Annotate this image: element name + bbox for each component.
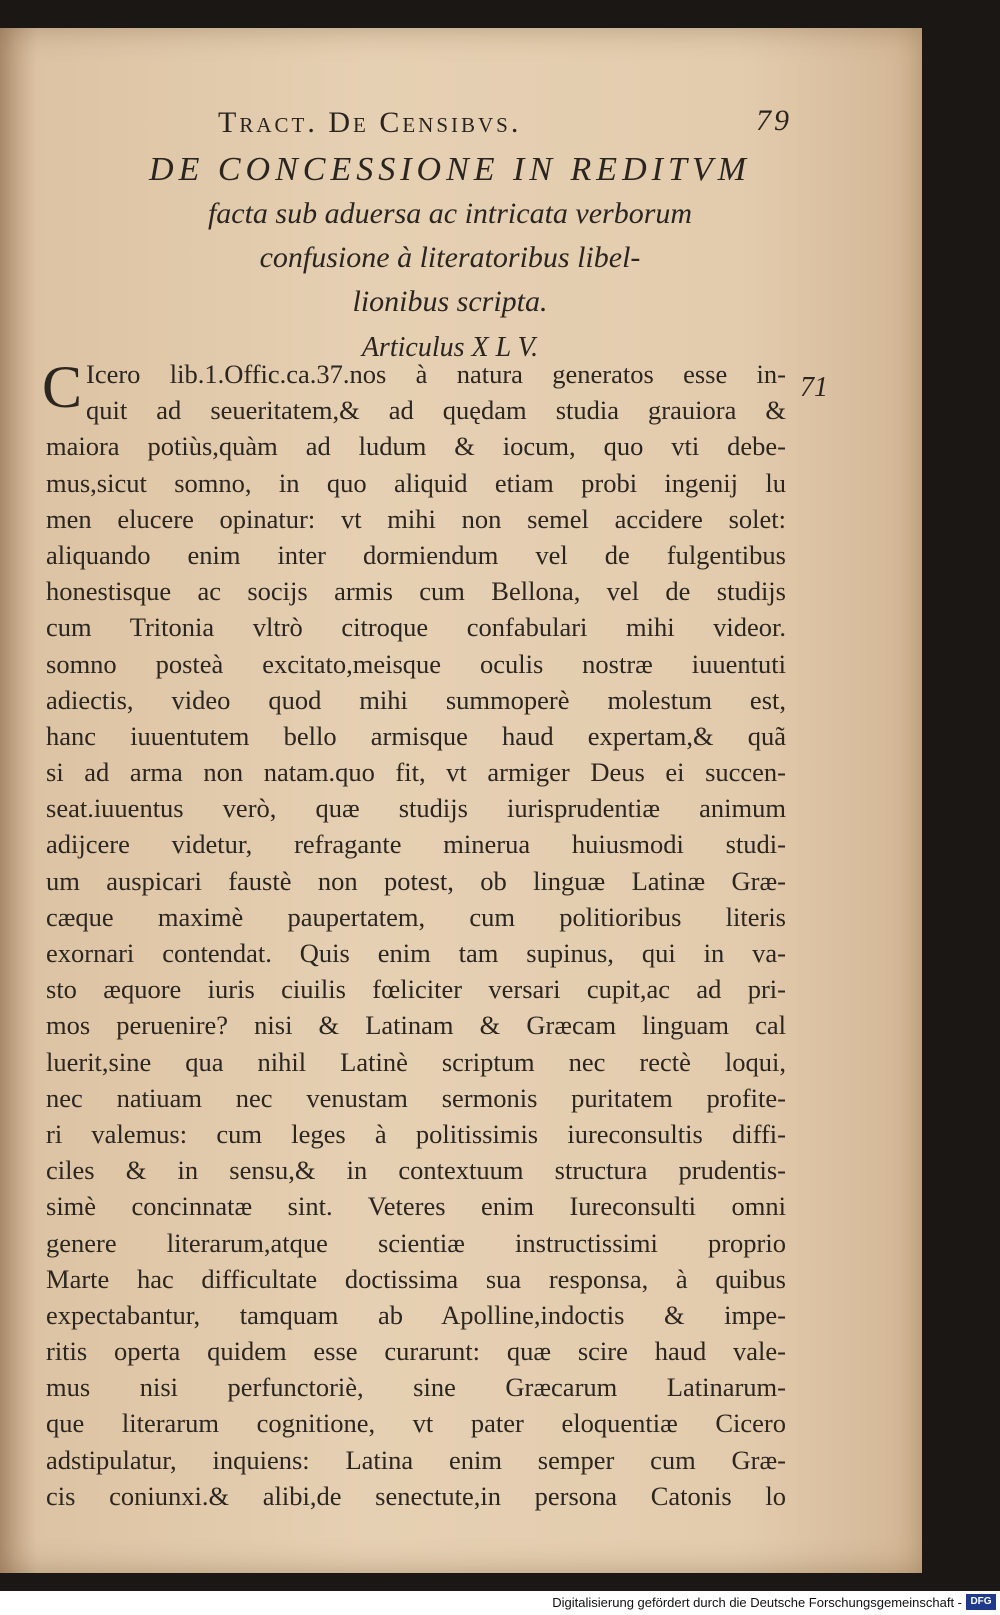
text-line: simè concinnatæ sint. Veteres enim Iureconsulti omni — [46, 1191, 786, 1222]
text-line: mus,sicut somno, in quo aliquid etiam probi ingenij lu — [46, 467, 786, 498]
text-line: cis coniunxi.& alibi,de senectute,in persona Catonis lo — [46, 1480, 786, 1511]
title-line-1: DE CONCESSIONE IN REDITVM — [149, 151, 751, 188]
text-line: hanc iuuentutem bello armisque haud expertam,& quã — [46, 720, 786, 751]
running-head: Tract. De Censibvs. — [218, 106, 522, 139]
text-line: ciles & in sensu,& in contextuum structura prudentis- — [46, 1155, 786, 1186]
text-line: adstipulatur, inquiens: Latina enim semper cum Græ- — [46, 1444, 786, 1475]
text-line: seat.iuuentus verò, quæ studijs iurisprudentiæ animum — [46, 793, 786, 824]
text-line: Icero lib.1.Offic.ca.37.nos à natura generatos esse in- — [86, 359, 786, 389]
text-line: cæque maximè paupertatem, cum politioribus literis — [46, 901, 786, 932]
text-line: mus nisi perfunctoriè, sine Græcarum Latinarum- — [46, 1372, 786, 1403]
text-line: exornari contendat. Quis enim tam supinus, qui in va- — [46, 938, 786, 968]
text-line: Marte hac difficultate doctissima sua responsa, à quibus — [46, 1263, 786, 1294]
text-line: cum Tritonia vltrò citroque confabulari mihi videor. — [46, 612, 786, 643]
chapter-title — [60, 148, 840, 370]
text-line: quit ad seueritatem,& ad quędam studia grauiora & — [86, 395, 786, 426]
running-header — [218, 106, 818, 146]
text-line: maiora potiùs,quàm ad ludum & iocum, quo vti debe- — [46, 431, 786, 462]
digitization-credit: Digitalisierung gefördert durch die Deutsche Forschungsgemeinschaft - — [552, 1595, 962, 1610]
article-heading: Articulus X L V. — [361, 332, 539, 363]
text-line: honestisque ac socijs armis cum Bellona, vel de studijs — [46, 576, 786, 607]
text-line: somno posteà excitato,meisque oculis nostræ iuuentuti — [46, 648, 786, 679]
page-number: 79 — [756, 104, 792, 137]
text-line: ri valemus: cum leges à politissimis iureconsultis diffi- — [46, 1118, 786, 1149]
text-line: um auspicari faustè non potest, ob linguæ Latinæ Græ- — [46, 865, 786, 896]
drop-cap: C — [42, 354, 83, 420]
text-line: ritis operta quidem esse curarunt: quæ scire haud vale- — [46, 1336, 786, 1367]
margin-number: 71 — [800, 372, 828, 403]
footer-bar — [0, 1591, 1000, 1615]
text-line: aliquando enim inter dormiendum vel de fulgentibus — [46, 539, 786, 570]
title-line-2: facta sub aduersa ac intricata verborum — [207, 197, 693, 230]
text-line: luerit,sine qua nihil Latinè scriptum nec rectè loqui, — [46, 1046, 786, 1077]
text-line: que literarum cognitione, vt pater eloquentiæ Cicero — [46, 1408, 786, 1439]
dfg-logo: DFG — [966, 1594, 996, 1610]
text-line: adijcere videtur, refragante minerua huiusmodi studi- — [46, 829, 786, 860]
text-line: mos peruenire? nisi & Latinam & Græcam linguam cal — [46, 1010, 786, 1041]
text-line: adiectis, video quod mihi summoperè molestum est, — [46, 684, 786, 715]
title-line-3: confusione à literatoribus libel- — [259, 241, 641, 274]
text-line: men elucere opinatur: vt mihi non semel accidere solet: — [46, 503, 786, 534]
title-line-4: lionibus scripta. — [352, 285, 548, 318]
text-line: sto æquore iuris ciuilis fœliciter versari cupit,ac ad pri- — [46, 974, 786, 1005]
text-line: genere literarum,atque scientiæ instructissimi proprio — [46, 1227, 786, 1258]
text-line: expectabantur, tamquam ab Apolline,indoctis & impe- — [46, 1299, 786, 1330]
text-line: nec natiuam nec venustam sermonis puritatem profite- — [46, 1082, 786, 1113]
body-text — [46, 356, 786, 1514]
text-line: si ad arma non natam.quo fit, vt armiger Deus ei succen- — [46, 757, 786, 788]
